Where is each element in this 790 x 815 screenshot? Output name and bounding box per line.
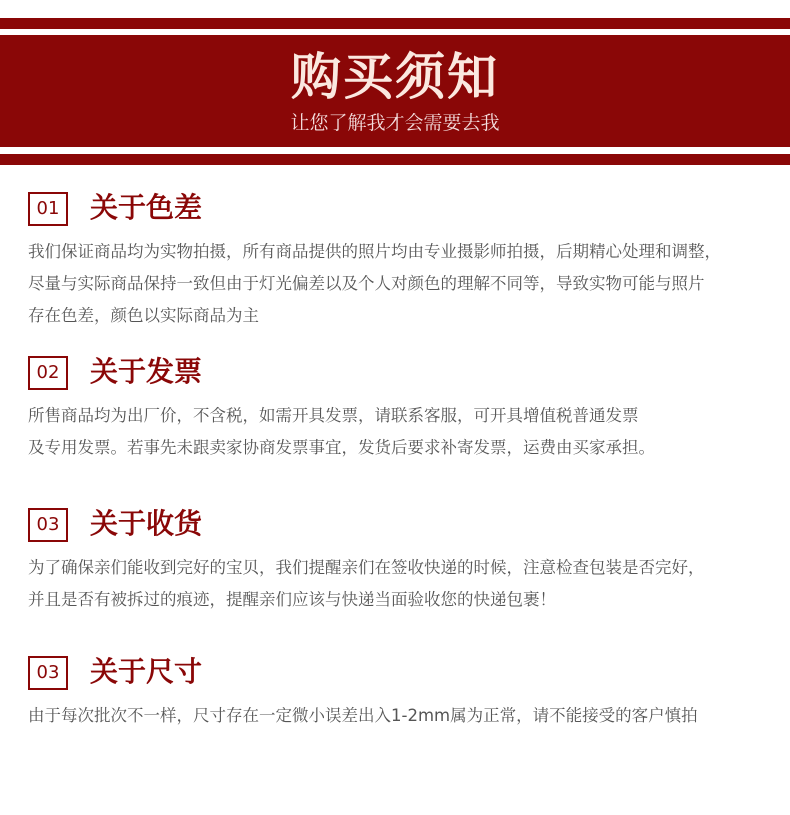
section-text-line: 我们保证商品均为实物拍摄，所有商品提供的照片均由专业摄影师拍摄，后期精心处理和调整， <box>28 242 721 261</box>
section-title: 关于发票 <box>90 355 203 388</box>
top-stripe <box>0 18 790 29</box>
bottom-stripe <box>0 154 790 165</box>
section-body <box>28 236 778 332</box>
section-number-badge: 02 <box>28 356 68 390</box>
section-text-line: 存在色差，颜色以实际商品为主 <box>28 306 259 325</box>
page-title: 购买须知 <box>291 48 499 106</box>
section-text-line: 所售商品均为出厂价，不含税，如需开具发票，请联系客服，可开具增值税普通发票 <box>28 406 639 425</box>
section-text-line: 并且是否有被拆过的痕迹，提醒亲们应该与快递当面验收您的快递包裹！ <box>28 590 556 609</box>
section-title: 关于收货 <box>90 507 203 540</box>
section-text-line: 及专用发票。若事先未跟卖家协商发票事宜，发货后要求补寄发票，运费由买家承担。 <box>28 438 655 457</box>
section-number-badge: 03 <box>28 656 68 690</box>
section-body <box>28 700 778 732</box>
section-body <box>28 400 778 464</box>
section-body <box>28 552 778 616</box>
section-title: 关于尺寸 <box>90 655 203 688</box>
section-title: 关于色差 <box>90 191 203 224</box>
header-banner <box>0 35 790 147</box>
section-text-line: 尽量与实际商品保持一致但由于灯光偏差以及个人对颜色的理解不同等，导致实物可能与照片 <box>28 274 705 293</box>
section-number-badge: 01 <box>28 192 68 226</box>
section-number-badge: 03 <box>28 508 68 542</box>
section-text-line: 由于每次批次不一样，尺寸存在一定微小误差出入1-2mm属为正常，请不能接受的客户慎拍 <box>28 706 698 725</box>
section-text-line: 为了确保亲们能收到完好的宝贝，我们提醒亲们在签收快递的时候，注意检查包装是否完好， <box>28 558 705 577</box>
page-subtitle: 让您了解我才会需要去我 <box>290 112 500 134</box>
